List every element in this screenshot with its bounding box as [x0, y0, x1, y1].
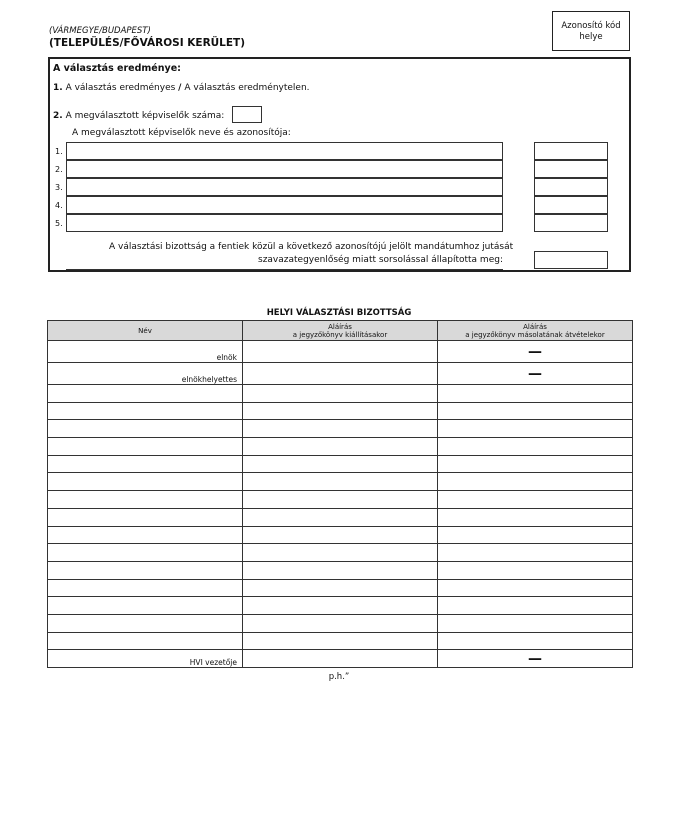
member-name-cell[interactable]: [48, 614, 243, 632]
member-name-cell[interactable]: [48, 385, 243, 403]
member-name-cell[interactable]: [48, 597, 243, 615]
item2-number: 2.: [53, 111, 63, 121]
signature-issue-cell[interactable]: [243, 544, 438, 562]
row-number: 4.: [55, 201, 63, 210]
member-name-cell[interactable]: [48, 526, 243, 544]
col-sign-receipt-bottom: a jegyzőkönyv másolatának átvételekor: [465, 330, 605, 339]
elected-count-field[interactable]: [232, 106, 262, 123]
signature-issue-cell[interactable]: [243, 614, 438, 632]
col-sign-issue-header: [243, 321, 438, 341]
signature-issue-cell[interactable]: [243, 402, 438, 420]
signature-receipt-cell[interactable]: [438, 597, 633, 615]
row-number: 1.: [55, 147, 63, 156]
option-separator: /: [178, 83, 182, 93]
col-name-header: [48, 321, 243, 341]
id-code-line2: helye: [579, 32, 603, 42]
member-name-cell[interactable]: [48, 579, 243, 597]
member-name-cell[interactable]: [48, 455, 243, 473]
elected-name-field[interactable]: [66, 160, 503, 178]
signature-issue-cell[interactable]: [243, 420, 438, 438]
table-row: [48, 438, 633, 456]
elected-count-row: [53, 111, 224, 121]
table-row: [48, 579, 633, 597]
table-row: [48, 473, 633, 491]
signature-issue-cell[interactable]: [243, 597, 438, 615]
elected-name-field[interactable]: [66, 214, 503, 232]
member-name-cell[interactable]: [48, 438, 243, 456]
lot-draw-text-line1: A választási bizottság a fentiek közül a következő azonosítójú jelölt mandátumhoz jutását: [109, 242, 514, 252]
signature-receipt-cell[interactable]: [438, 508, 633, 526]
member-name-cell[interactable]: [48, 561, 243, 579]
table-row: [48, 544, 633, 562]
county-label: (VÁRMEGYE/BUDAPEST): [49, 26, 151, 36]
id-code-line1: Azonosító kód: [561, 21, 621, 31]
signature-issue-cell[interactable]: [243, 455, 438, 473]
option-unsuccessful[interactable]: A választás eredménytelen.: [184, 83, 310, 93]
elected-name-field[interactable]: [66, 142, 503, 160]
signature-receipt-cell[interactable]: [438, 438, 633, 456]
table-row: [48, 491, 633, 509]
col-sign-receipt-header: [438, 321, 633, 341]
lot-draw-id-field[interactable]: [534, 251, 608, 269]
election-result-section: [48, 57, 631, 272]
signature-issue-cell[interactable]: [243, 561, 438, 579]
member-name-cell[interactable]: [48, 544, 243, 562]
member-name-cell[interactable]: [48, 402, 243, 420]
member-name-cell[interactable]: HVI vezetője: [48, 650, 243, 668]
member-name-cell[interactable]: [48, 508, 243, 526]
col-name-label: Név: [138, 326, 152, 335]
row-number: 2.: [55, 165, 63, 174]
signature-receipt-cell[interactable]: [438, 420, 633, 438]
signature-receipt-cell[interactable]: [438, 473, 633, 491]
row-number: 3.: [55, 183, 63, 192]
table-row: [48, 420, 633, 438]
stamp-placeholder: p.h.”: [328, 672, 350, 682]
lot-draw-underline: [66, 269, 503, 270]
elected-id-field[interactable]: [534, 196, 608, 214]
signature-issue-cell[interactable]: [243, 632, 438, 650]
table-row: [48, 508, 633, 526]
committee-title: HELYI VÁLASZTÁSI BIZOTTSÁG: [266, 308, 412, 318]
signature-issue-cell[interactable]: [243, 473, 438, 491]
table-row: [48, 597, 633, 615]
lot-draw-text-line2: szavazategyenlőség miatt sorsolással állapította meg:: [258, 255, 503, 265]
signature-issue-cell[interactable]: [243, 341, 438, 363]
signature-receipt-cell[interactable]: [438, 561, 633, 579]
elected-name-field[interactable]: [66, 178, 503, 196]
result-title: A választás eredménye:: [53, 63, 181, 74]
signature-issue-cell[interactable]: [243, 491, 438, 509]
table-row: [48, 526, 633, 544]
signature-receipt-cell[interactable]: [438, 526, 633, 544]
member-name-cell[interactable]: elnökhelyettes: [48, 363, 243, 385]
signature-issue-cell[interactable]: [243, 526, 438, 544]
table-row: [48, 561, 633, 579]
signature-receipt-cell[interactable]: [438, 579, 633, 597]
signature-issue-cell[interactable]: [243, 438, 438, 456]
signature-receipt-cell[interactable]: —: [438, 650, 633, 668]
signature-issue-cell[interactable]: [243, 650, 438, 668]
signature-issue-cell[interactable]: [243, 385, 438, 403]
member-name-cell[interactable]: elnök: [48, 341, 243, 363]
member-name-cell[interactable]: [48, 420, 243, 438]
elected-id-field[interactable]: [534, 160, 608, 178]
signature-issue-cell[interactable]: [243, 508, 438, 526]
table-row: [48, 341, 633, 363]
table-row: [48, 455, 633, 473]
elected-name-field[interactable]: [66, 196, 503, 214]
col-sign-issue-bottom: a jegyzőkönyv kiállításakor: [292, 330, 388, 339]
signature-receipt-cell[interactable]: [438, 544, 633, 562]
result-option-row: [53, 83, 310, 93]
signature-issue-cell[interactable]: [243, 363, 438, 385]
member-name-cell[interactable]: [48, 632, 243, 650]
signature-receipt-cell[interactable]: [438, 455, 633, 473]
signature-receipt-cell[interactable]: [438, 385, 633, 403]
id-code-box: [552, 11, 630, 51]
signature-issue-cell[interactable]: [243, 579, 438, 597]
table-header-row: [48, 321, 633, 341]
signature-receipt-cell[interactable]: [438, 402, 633, 420]
member-name-cell[interactable]: [48, 491, 243, 509]
elected-names-label: A megválasztott képviselők neve és azonosítója:: [72, 128, 291, 138]
item1-number: 1.: [53, 83, 63, 93]
table-row: [48, 385, 633, 403]
option-successful[interactable]: A választás eredményes: [65, 83, 176, 93]
signature-receipt-cell[interactable]: —: [438, 341, 633, 363]
committee-signature-table: [47, 320, 633, 668]
signature-receipt-cell[interactable]: —: [438, 363, 633, 385]
row-number: 5.: [55, 219, 63, 228]
col-sign-issue-top: Aláírás: [328, 322, 352, 331]
signature-receipt-cell[interactable]: [438, 491, 633, 509]
settlement-label: (TELEPÜLÉS/FŐVÁROSI KERÜLET): [49, 37, 245, 49]
elected-count-label: A megválasztott képviselők száma:: [65, 111, 225, 121]
elected-id-field[interactable]: [534, 142, 608, 160]
signature-receipt-cell[interactable]: [438, 632, 633, 650]
table-row: [48, 402, 633, 420]
elected-id-field[interactable]: [534, 214, 608, 232]
signature-receipt-cell[interactable]: [438, 614, 633, 632]
table-row: [48, 363, 633, 385]
elected-id-field[interactable]: [534, 178, 608, 196]
table-row: [48, 650, 633, 668]
table-row: [48, 614, 633, 632]
member-name-cell[interactable]: [48, 473, 243, 491]
table-row: [48, 632, 633, 650]
col-sign-receipt-top: Aláírás: [523, 322, 547, 331]
